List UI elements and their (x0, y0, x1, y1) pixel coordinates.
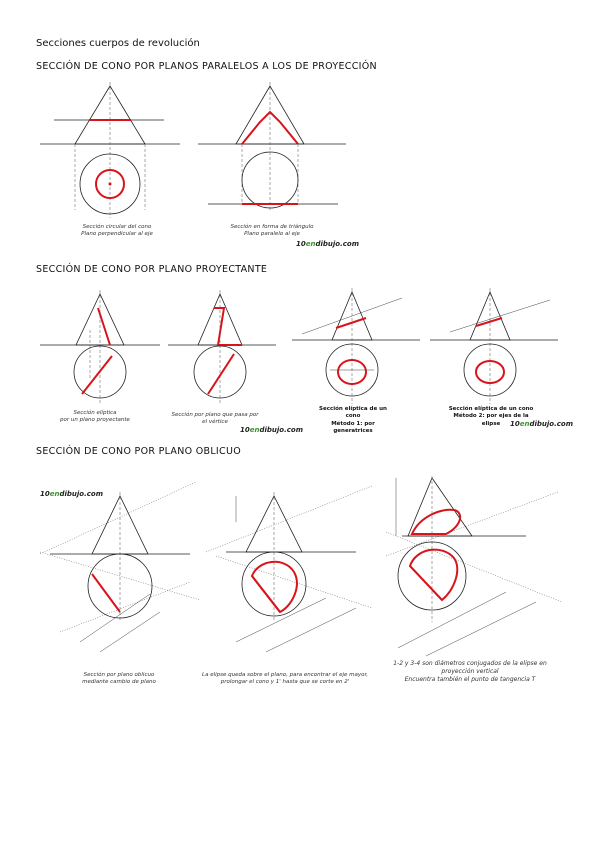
caption-fig-3: Sección elíptica por un plano proyectante (60, 410, 130, 424)
figure-cone-horizontal-section (40, 82, 180, 222)
caption-fig-5: Sección elíptica de un cono Método 1: por generatrices (319, 406, 387, 435)
figure-projecting-triangle (168, 290, 276, 408)
logo-10endibujo: 10endibujo.com (510, 420, 574, 428)
section-title-projecting: SECCIÓN DE CONO POR PLANO PROYECTANTE (36, 264, 268, 275)
document-title: Secciones cuerpos de revolución (36, 38, 200, 49)
logo-10endibujo: 10endibujo.com (240, 426, 304, 434)
caption-fig-2: Sección en forma de triángulo Plano paralelo al eje (230, 224, 314, 238)
figure-oblique-conjugate-diameters (386, 472, 562, 660)
caption-fig-9: 1-2 y 3-4 son diámetros conjugados de la elipse en proyección vertical Encuentra también el punto de tangencia T (393, 660, 547, 684)
section-title-oblique: SECCIÓN DE CONO POR PLANO OBLICUO (36, 446, 241, 457)
caption-fig-7: Sección por plano oblicuo mediante cambio de plano (82, 672, 156, 686)
caption-fig-1: Sección circular del cono Plano perpendicular al eje (81, 224, 153, 238)
logo-10endibujo: 10endibujo.com (40, 490, 104, 498)
section-title-parallel: SECCIÓN DE CONO POR PLANOS PARALELOS A LOS DE PROYECCIÓN (36, 61, 377, 72)
caption-fig-8: La elipse queda sobre el plano, para encontrar el eje mayor, prolongar el cono y 1' hasta que se corte en 2' (202, 672, 368, 686)
figure-cone-vertical-section (198, 82, 346, 222)
logo-10endibujo: 10endibujo.com (296, 240, 360, 248)
figure-projecting-ellipse (40, 290, 160, 408)
figure-oblique-ellipse (206, 482, 376, 658)
caption-fig-6: Sección elíptica de un cono Método 2: por ejes de la elipse (448, 406, 534, 427)
figure-ellipse-method-1 (292, 288, 420, 408)
figure-ellipse-method-2 (430, 288, 558, 408)
figure-oblique-plane-change (40, 482, 200, 658)
caption-fig-4: Sección por plano que pasa por el vértice (171, 412, 259, 426)
